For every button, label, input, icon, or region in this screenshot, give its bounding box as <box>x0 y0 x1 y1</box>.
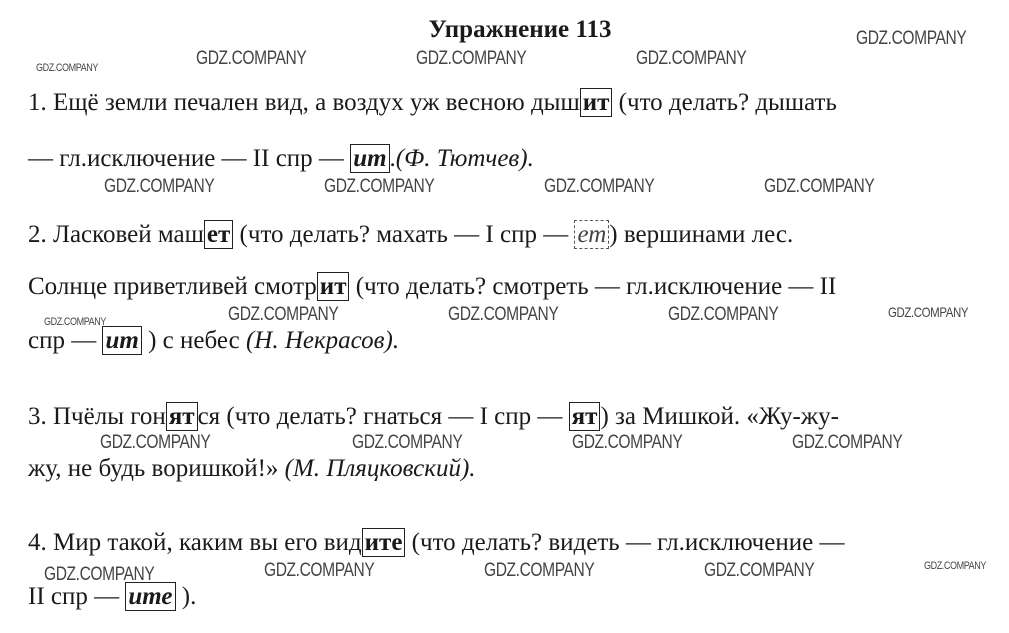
watermark: GDZ.COMPANY <box>196 48 307 69</box>
watermark: GDZ.COMPANY <box>352 432 463 453</box>
author: (М. Пляцковский). <box>284 455 476 482</box>
watermark: GDZ.COMPANY <box>764 176 875 197</box>
watermark: GDZ.COMPANY <box>36 62 98 74</box>
watermark: GDZ.COMPANY <box>448 304 559 325</box>
watermark: GDZ.COMPANY <box>856 28 967 49</box>
watermark: GDZ.COMPANY <box>104 176 215 197</box>
watermark: GDZ.COMPANY <box>324 176 435 197</box>
ending-box: ит <box>102 326 141 355</box>
watermark: GDZ.COMPANY <box>792 432 903 453</box>
watermark: GDZ.COMPANY <box>572 432 683 453</box>
sentence-1-line-2: — гл.исключение — II спр — ит .(Ф. Тютчев). <box>28 145 534 172</box>
ending-box: ят <box>569 402 601 431</box>
author: (Н. Некрасов). <box>245 327 400 354</box>
ending-box: ет <box>574 220 609 249</box>
sentence-4-line-1: 4. Мир такой, каким вы его вид ите (что делать? видеть — гл.исключение — <box>28 529 845 556</box>
watermark: GDZ.COMPANY <box>44 564 155 585</box>
watermark: GDZ.COMPANY <box>44 316 106 328</box>
sentence-2-line-2: Солнце приветливей смотр ит (что делать? смотреть — гл.исключение — II <box>28 273 837 300</box>
ending-box: ите <box>362 528 406 557</box>
watermark: GDZ.COMPANY <box>888 304 969 320</box>
ending-box: ит <box>350 144 389 173</box>
watermark: GDZ.COMPANY <box>228 304 339 325</box>
sentence-2-line-3: спр — ит ) с небес (Н. Некрасов). <box>28 327 400 354</box>
sentence-2-line-1: 2. Ласковей маш ет (что делать? махать — I спр — ет ) вершинами лес. <box>28 221 794 248</box>
ending-box: ят <box>166 402 198 431</box>
sentence-3-line-2: жу, не будь воришкой!» (М. Пляцковский). <box>28 455 476 482</box>
ending-box: ет <box>204 220 233 249</box>
watermark: GDZ.COMPANY <box>924 560 986 572</box>
sentence-1-line-1: 1. Ещё земли печален вид, а воздух уж весною дыш ит (что делать? дышать <box>28 89 837 116</box>
exercise-title: Упражнение 113 <box>428 16 612 43</box>
watermark: GDZ.COMPANY <box>264 560 375 581</box>
ending-box: ит <box>580 88 613 117</box>
watermark: GDZ.COMPANY <box>416 48 527 69</box>
sentence-4-line-2: II спр — ите ). <box>28 583 197 610</box>
ending-box: ит <box>317 272 350 301</box>
ending-box: ите <box>125 582 175 611</box>
watermark: GDZ.COMPANY <box>636 48 747 69</box>
watermark: GDZ.COMPANY <box>668 304 779 325</box>
watermark: GDZ.COMPANY <box>484 560 595 581</box>
watermark: GDZ.COMPANY <box>544 176 655 197</box>
watermark: GDZ.COMPANY <box>100 432 211 453</box>
author: (Ф. Тютчев). <box>395 145 534 172</box>
sentence-3-line-1: 3. Пчёлы гон ят ся (что делать? гнаться — I спр — ят ) за Мишкой. «Жу-жу- <box>28 403 839 430</box>
watermark: GDZ.COMPANY <box>704 560 815 581</box>
